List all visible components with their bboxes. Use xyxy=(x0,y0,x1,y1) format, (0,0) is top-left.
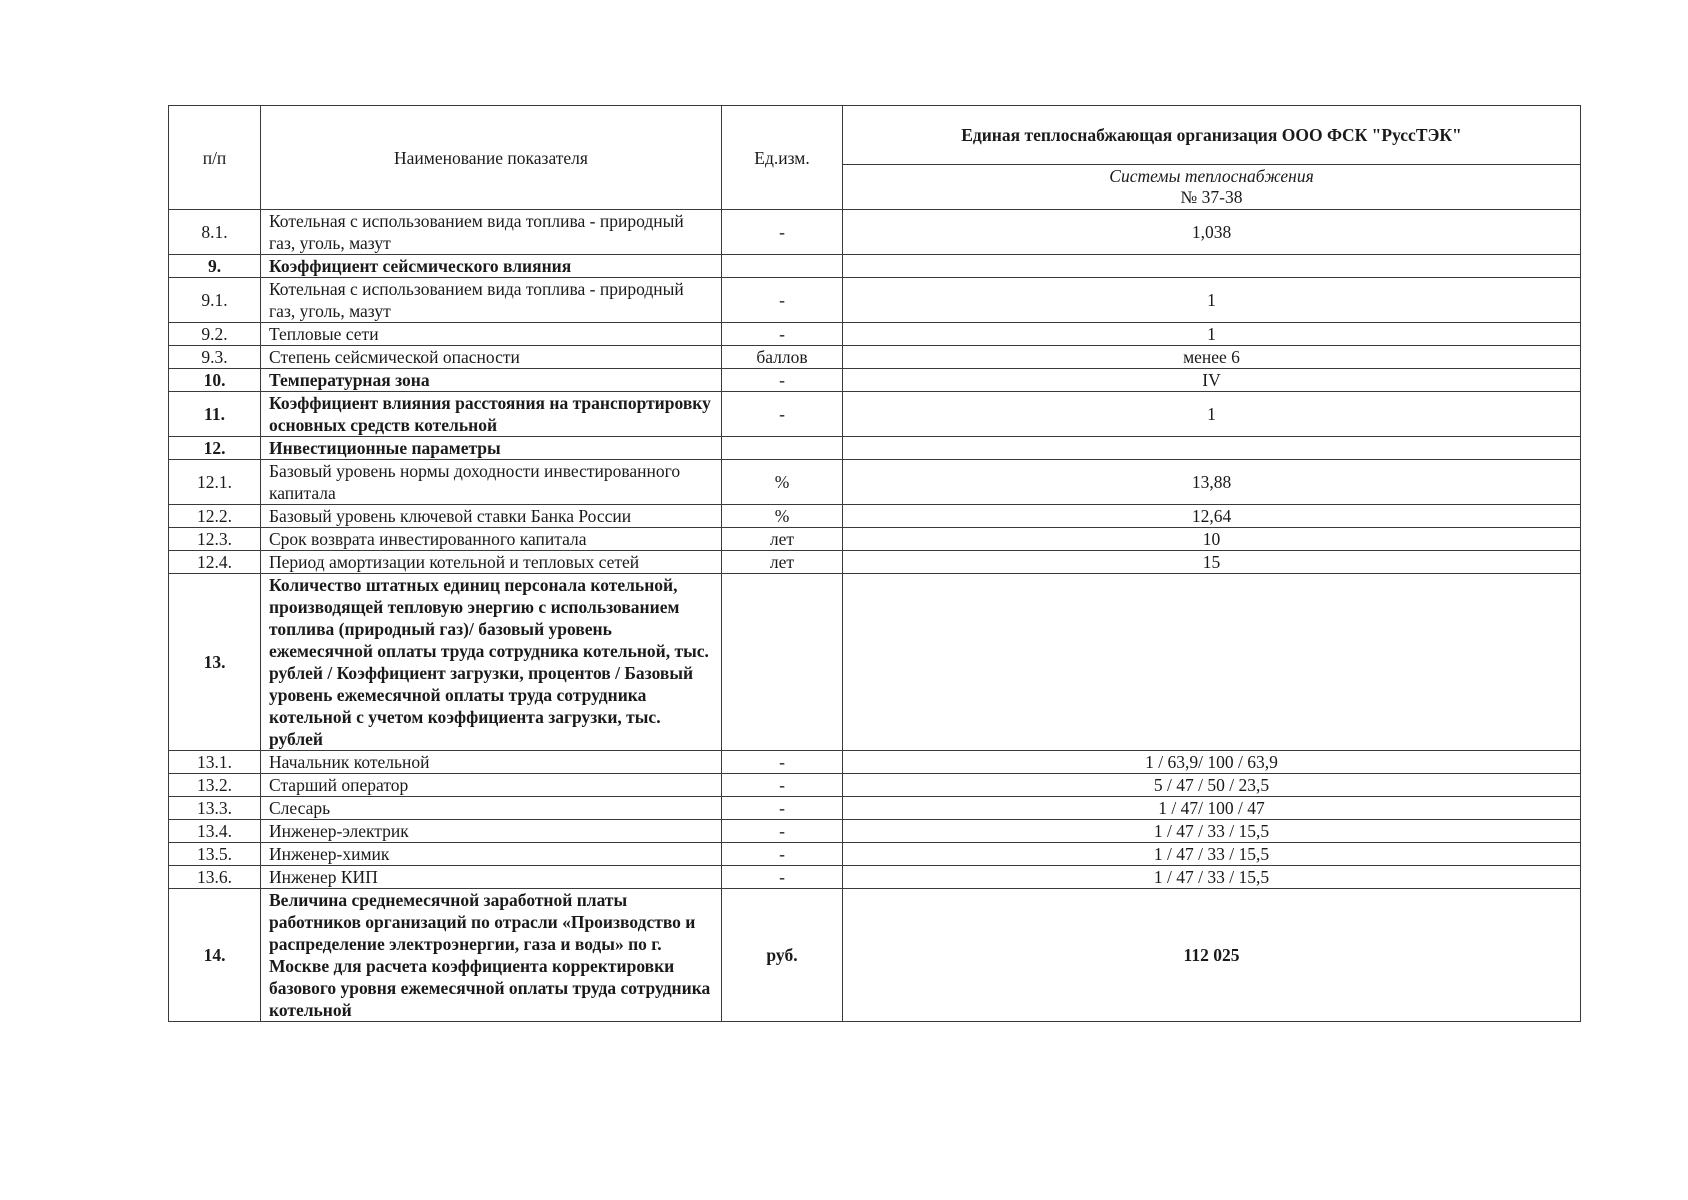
row-name: Количество штатных единиц персонала котельной, производящей тепловую энергию с использованием топлива (природный газ)/ базовый уровень ежемесячной оплаты труда сотрудника котельной, тыс. рублей / Коэффициент загрузки, процентов / Базовый уровень ежемесячной оплаты труда сотрудника котельной с учетом коэффициента загрузки, тыс. рублей xyxy=(261,574,722,751)
row-value: 1 xyxy=(843,323,1581,346)
row-value: 1 xyxy=(843,278,1581,323)
row-name: Слесарь xyxy=(261,797,722,820)
header-organization: Единая теплоснабжающая организация ООО ФСК "РуссТЭК" xyxy=(843,106,1581,165)
row-value: 1 / 47 / 33 / 15,5 xyxy=(843,866,1581,889)
row-value: 10 xyxy=(843,528,1581,551)
row-value: IV xyxy=(843,369,1581,392)
table-row xyxy=(169,866,1581,889)
row-name: Инженер КИП xyxy=(261,866,722,889)
table-row xyxy=(169,505,1581,528)
row-num: 8.1. xyxy=(169,210,261,255)
header-systems-line1: Системы теплоснабжения xyxy=(1109,166,1314,186)
row-name: Базовый уровень нормы доходности инвестированного капитала xyxy=(261,460,722,505)
table-row xyxy=(169,843,1581,866)
row-name: Инженер-химик xyxy=(261,843,722,866)
row-num: 13.5. xyxy=(169,843,261,866)
row-unit xyxy=(722,574,843,751)
row-num: 13.6. xyxy=(169,866,261,889)
row-name: Котельная с использованием вида топлива - природный газ, уголь, мазут xyxy=(261,278,722,323)
row-num: 9.3. xyxy=(169,346,261,369)
row-value xyxy=(843,255,1581,278)
table-row xyxy=(169,551,1581,574)
row-unit: баллов xyxy=(722,346,843,369)
row-num: 14. xyxy=(169,889,261,1022)
row-name: Котельная с использованием вида топлива - природный газ, уголь, мазут xyxy=(261,210,722,255)
row-num: 13.2. xyxy=(169,774,261,797)
row-unit: - xyxy=(722,843,843,866)
table-row xyxy=(169,574,1581,751)
row-unit: - xyxy=(722,774,843,797)
row-value: 12,64 xyxy=(843,505,1581,528)
row-unit: лет xyxy=(722,528,843,551)
row-name: Величина среднемесячной заработной платы работников организаций по отрасли «Производство и распределение электроэнергии, газа и воды» по г. Москве для расчета коэффициента корректировки базового уровня ежемесячной оплаты труда сотрудника котельной xyxy=(261,889,722,1022)
header-unit: Ед.изм. xyxy=(722,106,843,210)
table-row xyxy=(169,323,1581,346)
row-num: 12.2. xyxy=(169,505,261,528)
row-name: Инвестиционные параметры xyxy=(261,437,722,460)
row-num: 12.4. xyxy=(169,551,261,574)
table-row xyxy=(169,210,1581,255)
row-num: 12. xyxy=(169,437,261,460)
row-name: Температурная зона xyxy=(261,369,722,392)
table-row xyxy=(169,460,1581,505)
row-value xyxy=(843,574,1581,751)
row-value: 112 025 xyxy=(843,889,1581,1022)
table-row xyxy=(169,255,1581,278)
row-num: 12.3. xyxy=(169,528,261,551)
table-row xyxy=(169,774,1581,797)
header-num: п/п xyxy=(169,106,261,210)
row-num: 13. xyxy=(169,574,261,751)
row-value: менее 6 xyxy=(843,346,1581,369)
row-value: 1 / 63,9/ 100 / 63,9 xyxy=(843,751,1581,774)
row-unit: - xyxy=(722,210,843,255)
row-name: Период амортизации котельной и тепловых сетей xyxy=(261,551,722,574)
table-row xyxy=(169,369,1581,392)
row-num: 9.2. xyxy=(169,323,261,346)
row-num: 9. xyxy=(169,255,261,278)
row-num: 11. xyxy=(169,392,261,437)
row-name: Срок возврата инвестированного капитала xyxy=(261,528,722,551)
row-value: 1,038 xyxy=(843,210,1581,255)
row-value: 1 / 47/ 100 / 47 xyxy=(843,797,1581,820)
row-value xyxy=(843,437,1581,460)
row-unit: - xyxy=(722,323,843,346)
header-name: Наименование показателя xyxy=(261,106,722,210)
table-row xyxy=(169,820,1581,843)
header-systems-line2: № 37-38 xyxy=(1180,187,1243,207)
row-unit: - xyxy=(722,866,843,889)
row-unit: - xyxy=(722,797,843,820)
table-row xyxy=(169,346,1581,369)
row-unit: руб. xyxy=(722,889,843,1022)
row-name: Начальник котельной xyxy=(261,751,722,774)
row-name: Степень сейсмической опасности xyxy=(261,346,722,369)
row-unit: - xyxy=(722,392,843,437)
table-row xyxy=(169,437,1581,460)
row-name: Инженер-электрик xyxy=(261,820,722,843)
table-row xyxy=(169,797,1581,820)
row-num: 13.1. xyxy=(169,751,261,774)
row-value: 13,88 xyxy=(843,460,1581,505)
row-num: 13.4. xyxy=(169,820,261,843)
table-row xyxy=(169,889,1581,1022)
row-value: 15 xyxy=(843,551,1581,574)
table-row xyxy=(169,528,1581,551)
row-unit: - xyxy=(722,369,843,392)
row-num: 13.3. xyxy=(169,797,261,820)
row-unit: % xyxy=(722,460,843,505)
row-name: Коэффициент влияния расстояния на транспортировку основных средств котельной xyxy=(261,392,722,437)
row-unit: лет xyxy=(722,551,843,574)
row-name: Старший оператор xyxy=(261,774,722,797)
row-name: Базовый уровень ключевой ставки Банка России xyxy=(261,505,722,528)
row-unit xyxy=(722,437,843,460)
row-unit: - xyxy=(722,278,843,323)
header-systems xyxy=(843,165,1581,210)
table-row xyxy=(169,751,1581,774)
table-header-row xyxy=(169,106,1581,165)
row-unit: % xyxy=(722,505,843,528)
row-name: Коэффициент сейсмического влияния xyxy=(261,255,722,278)
row-unit: - xyxy=(722,751,843,774)
table-row xyxy=(169,392,1581,437)
row-value: 1 / 47 / 33 / 15,5 xyxy=(843,820,1581,843)
table-row xyxy=(169,278,1581,323)
tariff-parameters-table xyxy=(168,105,1581,1022)
row-num: 9.1. xyxy=(169,278,261,323)
row-num: 12.1. xyxy=(169,460,261,505)
row-unit xyxy=(722,255,843,278)
row-num: 10. xyxy=(169,369,261,392)
row-value: 1 / 47 / 33 / 15,5 xyxy=(843,843,1581,866)
row-unit: - xyxy=(722,820,843,843)
row-name: Тепловые сети xyxy=(261,323,722,346)
row-value: 1 xyxy=(843,392,1581,437)
row-value: 5 / 47 / 50 / 23,5 xyxy=(843,774,1581,797)
